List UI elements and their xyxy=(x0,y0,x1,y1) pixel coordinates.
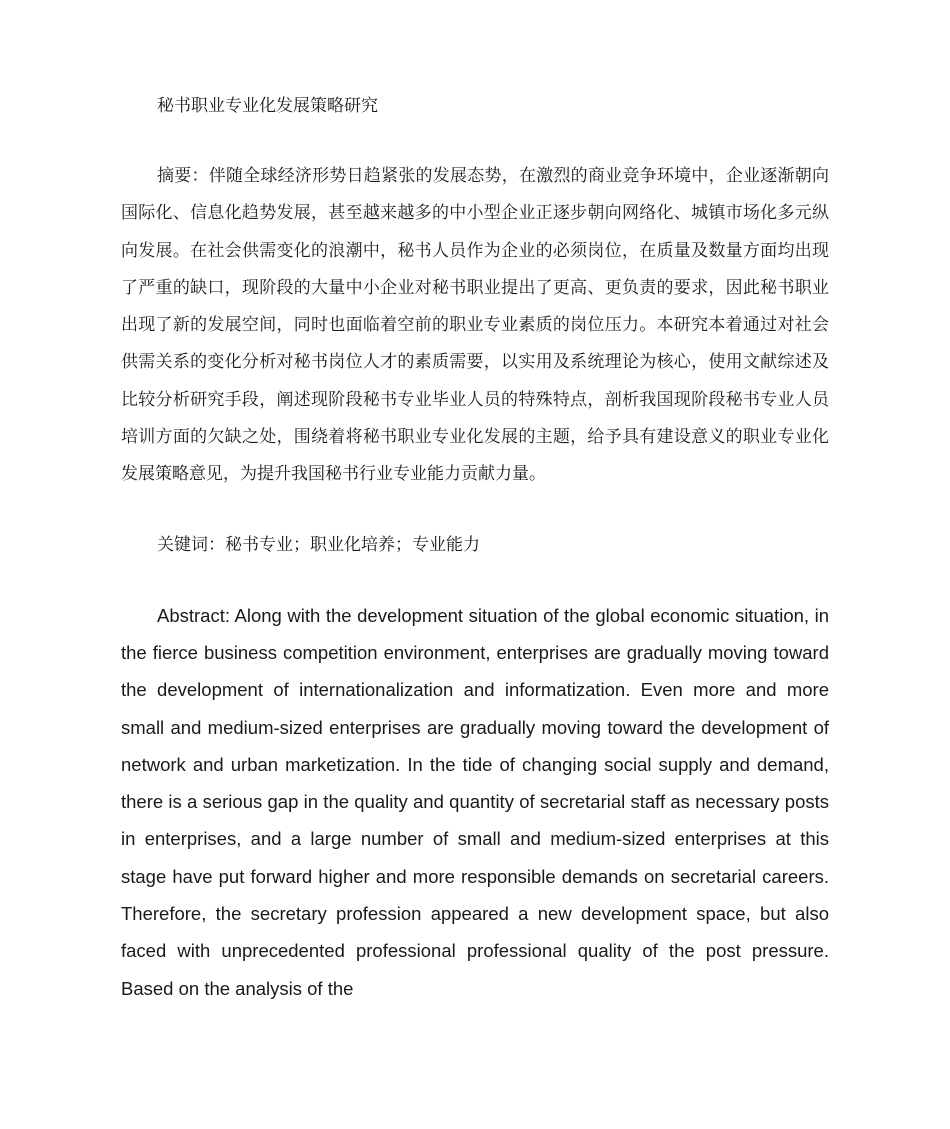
chinese-abstract: 摘要：伴随全球经济形势日趋紧张的发展态势，在激烈的商业竞争环境中，企业逐渐朝向国际化、信息化趋势发展，甚至越来越多的中小型企业正逐步朝向网络化、城镇市场化多元纵向发展。在社会供需变化的浪潮中，秘书人员作为企业的必须岗位，在质量及数量方面均出现了严重的缺口，现阶段的大量中小企业对秘书职业提出了更高、更负责的要求，因此秘书职业出现了新的发展空间，同时也面临着空前的职业专业素质的岗位压力。本研究本着通过对社会供需关系的变化分析对秘书岗位人才的素质需要，以实用及系统理论为核心，使用文献综述及比较分析研究手段，阐述现阶段秘书专业毕业人员的特殊特点，剖析我国现阶段秘书专业人员培训方面的欠缺之处，围绕着将秘书职业专业化发展的主题，给予具有建设意义的职业专业化发展策略意见，为提升我国秘书行业专业能力贡献力量。 xyxy=(121,166,829,485)
chinese-keywords: 关键词：秘书专业；职业化培养；专业能力 xyxy=(157,534,480,555)
document-title: 秘书职业专业化发展策略研究 xyxy=(157,96,378,116)
english-abstract: Abstract: Along with the development situation of the global economic situation, in the fierce business competition environment, enterprises are gradually moving toward the development of internationalization and informatization. Even more and more small and medium-sized enterprises are gradually moving toward the development of network and urban marketization. In the tide of changing social supply and demand, there is a serious gap in the quality and quantity of secretarial staff as necessary posts in enterprises, and a large number of small and medium-sized enterprises at this stage have put forward higher and more responsible demands on secretarial careers. Therefore, the secretary profession appeared a new development space, but also faced with unprecedented professional professional quality of the post pressure. Based on the analysis of the xyxy=(121,604,829,999)
document-page xyxy=(121,88,829,1007)
